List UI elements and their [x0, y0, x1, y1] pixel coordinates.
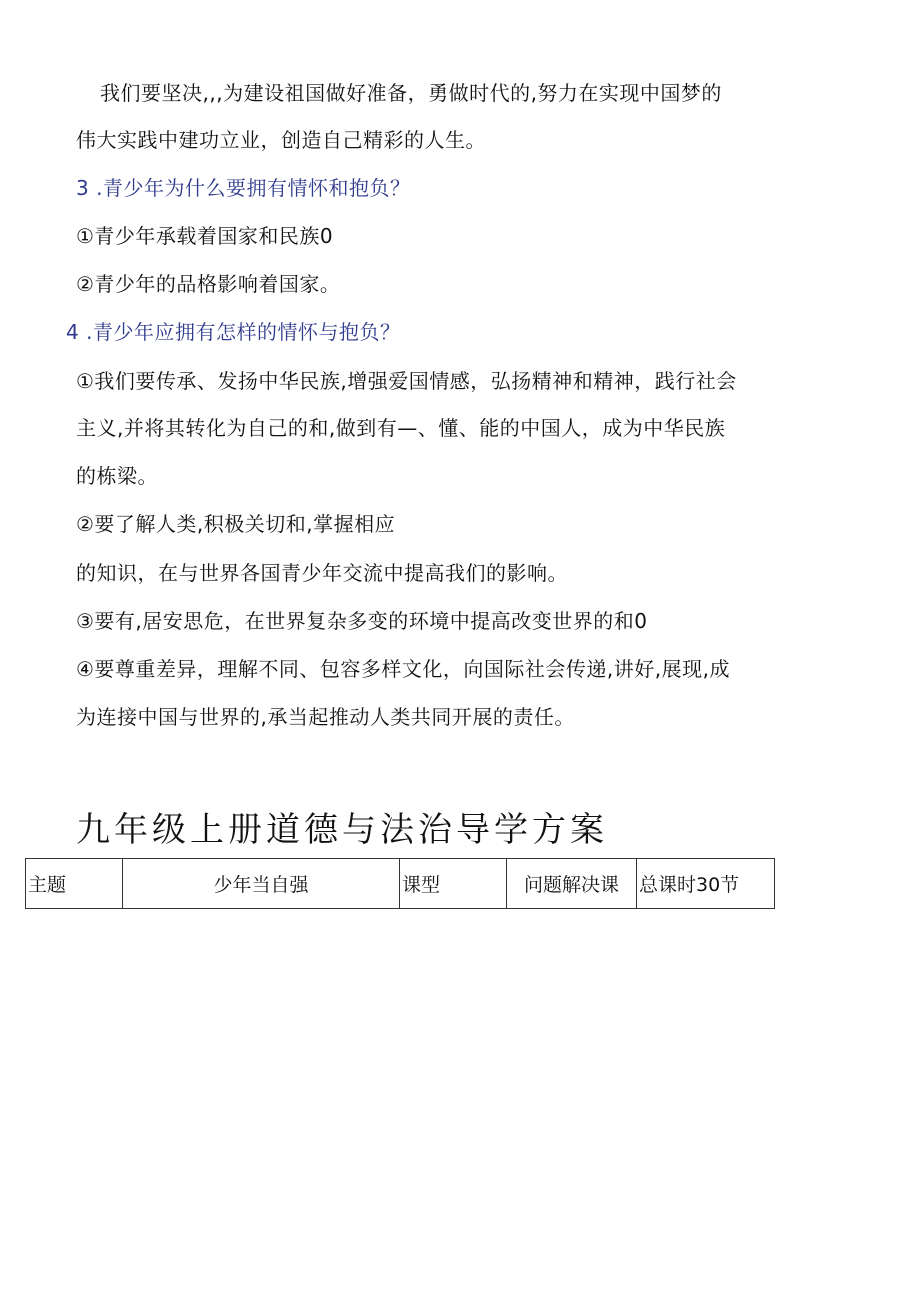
answer-item: ②要了解人类,积极关切和,掌握相应 — [76, 512, 396, 536]
answer-item: ①我们要传承、发扬中华民族,增强爱国情感，弘扬精神和精神，践行社会 — [76, 369, 737, 393]
answer-item: ③要有,居安思危，在世界复杂多变的环境中提高改变世界的和0 — [76, 609, 648, 633]
topic-value-cell: 少年当自强 — [123, 859, 400, 909]
topic-label-cell: 主题 — [26, 859, 123, 909]
answer-item: ①青少年承载着国家和民族0 — [76, 224, 334, 248]
answer-item-continued: 的知识，在与世界各国青少年交流中提高我们的影响。 — [76, 561, 568, 585]
document-title: 九年级上册道德与法治导学方案 — [76, 810, 608, 850]
answer-item-continued: 的栋梁。 — [76, 464, 158, 488]
paragraph-line: 我们要坚决,,,为建设祖国做好准备，勇做时代的,努力在实现中国梦的 — [100, 81, 722, 105]
paragraph-line: 伟大实践中建功立业，创造自己精彩的人生。 — [76, 128, 486, 152]
answer-item-continued: 主义,并将其转化为自己的和,做到有—、懂、能的中国人，成为中华民族 — [76, 416, 726, 440]
lesson-info-table — [25, 858, 775, 909]
answer-item: ④要尊重差异，理解不同、包容多样文化，向国际社会传递,讲好,展现,成 — [76, 657, 731, 681]
type-label-cell: 课型 — [400, 859, 507, 909]
total-hours-cell: 总课时30节 — [637, 859, 775, 909]
answer-item-continued: 为连接中国与世界的,承当起推动人类共同开展的责任。 — [76, 705, 575, 729]
question-heading-4: 4 .青少年应拥有怎样的情怀与抱负？ — [66, 320, 401, 344]
table-row — [26, 859, 775, 909]
question-heading-3: 3 .青少年为什么要拥有情怀和抱负？ — [76, 176, 411, 200]
type-value-cell: 问题解决课 — [507, 859, 637, 909]
answer-item: ②青少年的品格影响着国家。 — [76, 272, 341, 296]
